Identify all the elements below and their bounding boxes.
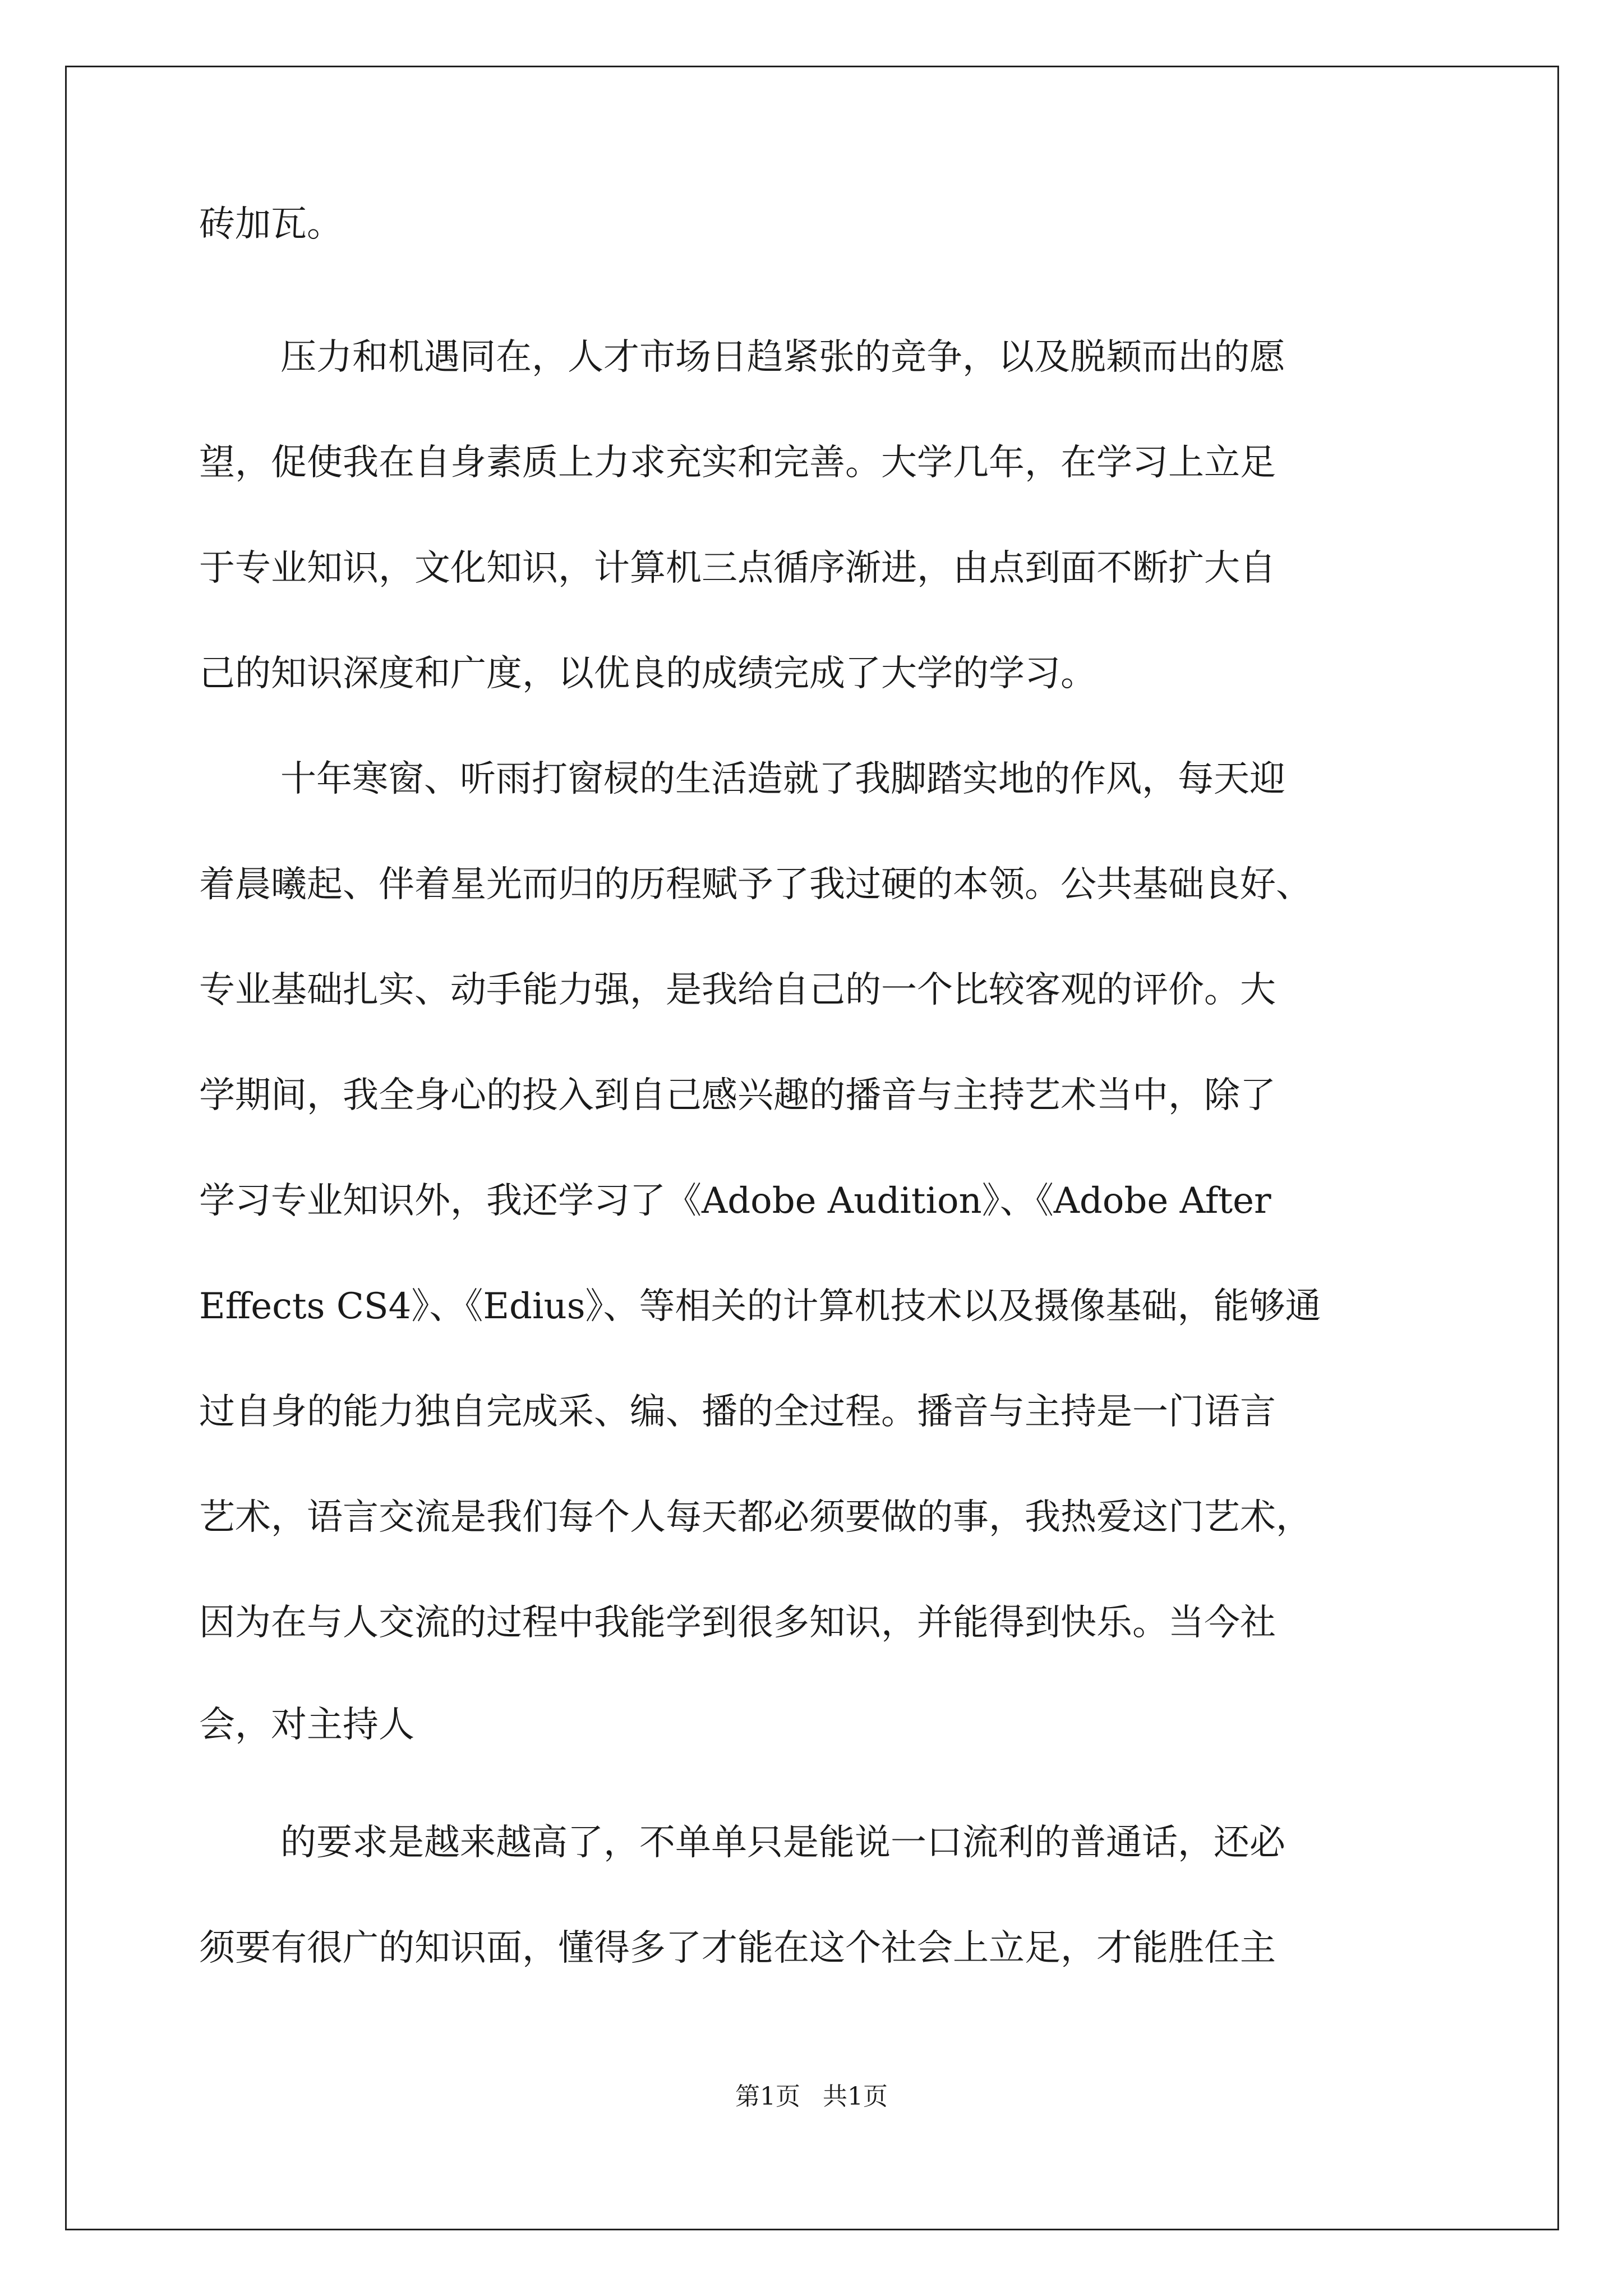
text-line: Effects CS4》、《Edius》、等相关的计算机技术以及摄像基础，能够通 xyxy=(199,1286,1321,1327)
text-line: 砖加瓦。 xyxy=(199,204,343,245)
text-line: 艺术，语言交流是我们每个人每天都必须要做的事，我热爱这门艺术， xyxy=(199,1497,1312,1538)
text-line: 压力和机遇同在，人才市场日趋紧张的竞争，以及脱颖而出的愿 xyxy=(280,337,1285,378)
text-line: 因为在与人交流的过程中我能学到很多知识，并能得到快乐。当今社 xyxy=(199,1602,1276,1644)
text-line: 会，对主持人 xyxy=(199,1704,414,1746)
text-line: 十年寒窗、听雨打窗棂的生活造就了我脚踏实地的作风，每天迎 xyxy=(280,758,1285,800)
page-border xyxy=(65,66,1559,2230)
text-line: 学习专业知识外，我还学习了《Adobe Audition》、《Adobe After xyxy=(199,1180,1271,1222)
text-line: 专业基础扎实、动手能力强，是我给自己的一个比较客观的评价。大 xyxy=(199,969,1276,1011)
text-line: 学期间，我全身心的投入到自己感兴趣的播音与主持艺术当中，除了 xyxy=(199,1075,1276,1116)
text-line: 于专业知识，文化知识，计算机三点循序渐进，由点到面不断扩大自 xyxy=(199,547,1276,589)
text-line: 己的知识深度和广度，以优良的成绩完成了大学的学习。 xyxy=(199,653,1096,694)
text-line: 须要有很广的知识面，懂得多了才能在这个社会上立足，才能胜任主 xyxy=(199,1927,1276,1969)
text-line: 望，促使我在自身素质上力求充实和完善。大学几年，在学习上立足 xyxy=(199,442,1276,484)
page-footer xyxy=(0,2081,1623,2113)
page-number-current: 第1页 xyxy=(735,2082,800,2111)
text-line: 着晨曦起、伴着星光而归的历程赋予了我过硬的本领。公共基础良好、 xyxy=(199,864,1312,905)
text-line: 的要求是越来越高了，不单单只是能说一口流利的普通话，还必 xyxy=(280,1822,1285,1864)
text-line: 过自身的能力独自完成采、编、播的全过程。播音与主持是一门语言 xyxy=(199,1391,1276,1433)
page-number-total: 共1页 xyxy=(823,2082,888,2111)
